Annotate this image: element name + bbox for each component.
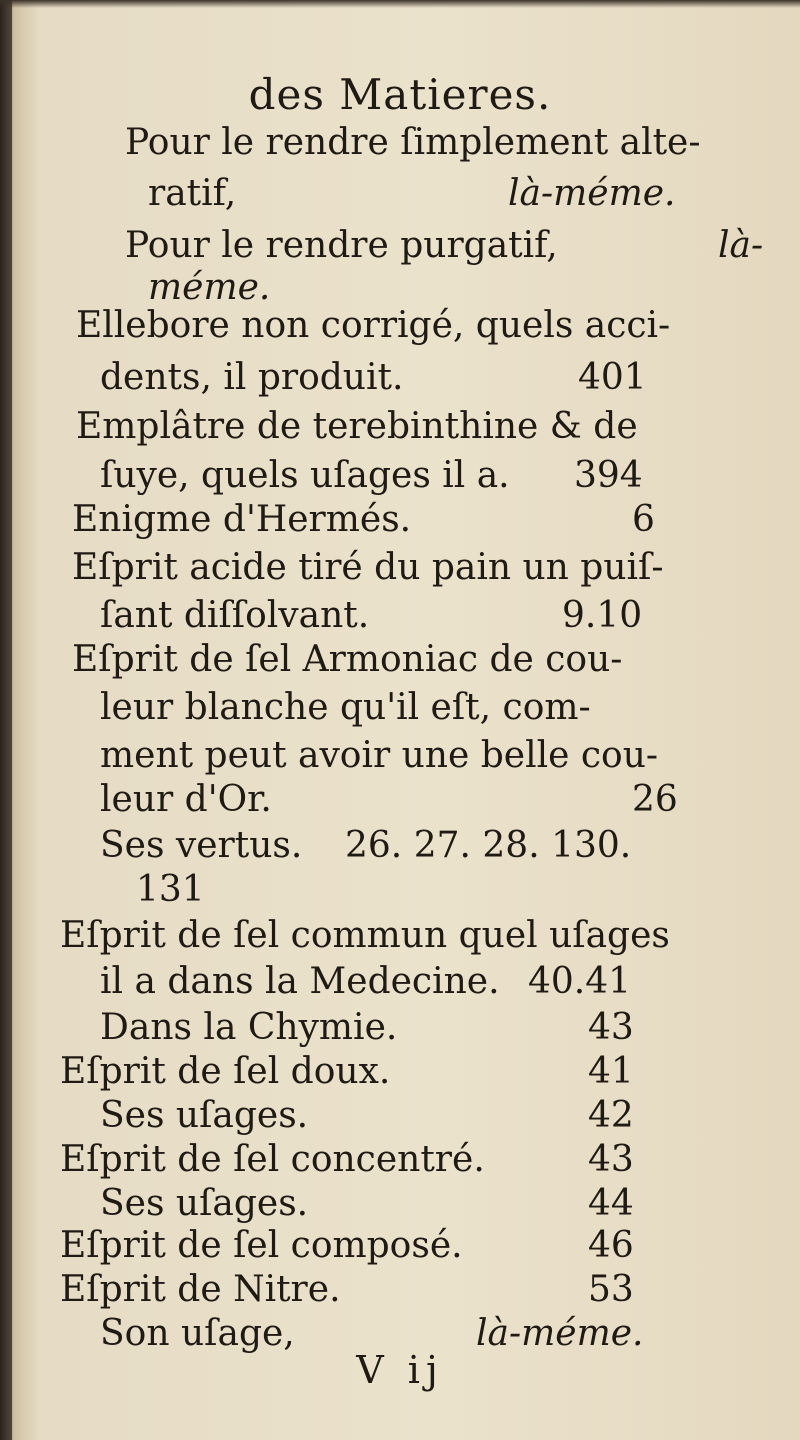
entry-line: Ses uſages.	[100, 1095, 309, 1136]
entry-line: Dans la Chymie.	[100, 1007, 398, 1048]
page-ref: 43	[588, 1007, 634, 1048]
page-ref: 394	[574, 455, 643, 496]
entry-line: Ellebore non corrigé, quels acci-	[76, 305, 671, 346]
entry-line: Eſprit de ſel concentré.	[60, 1139, 485, 1180]
entry-line: ment peut avoir une belle cou-	[100, 735, 659, 776]
page-ref: 26	[632, 779, 678, 820]
page-ref: 44	[588, 1183, 634, 1224]
running-header: des Matieres.	[248, 70, 552, 119]
page-ref: là-méme.	[508, 173, 676, 214]
page-ref: 53	[588, 1269, 634, 1310]
entry-line: ſant diſſolvant.	[100, 595, 370, 636]
page-ref: 9.10	[562, 595, 643, 636]
entry-line: Son uſage,	[100, 1313, 295, 1354]
entry-line: Eſprit acide tiré du pain un puiſ-	[72, 547, 664, 588]
entry-line: Pour le rendre purgatif,	[125, 225, 558, 266]
page-ref: là-	[718, 225, 764, 266]
entry-line: Eſprit de ſel composé.	[60, 1225, 463, 1266]
page-ref: là-méme.	[476, 1313, 644, 1354]
entry-line: Enigme d'Hermés.	[72, 499, 412, 540]
entry-line: leur d'Or.	[100, 779, 272, 820]
entry-line: Eſprit de ſel doux.	[60, 1051, 391, 1092]
page-top-edge	[0, 0, 800, 8]
entry-line: ratif,	[148, 173, 237, 214]
entry-line: dents, il produit.	[100, 357, 404, 398]
signature-mark: V ij	[356, 1348, 444, 1392]
book-spine	[0, 0, 12, 1440]
entry-line: ſuye, quels uſages il a.	[100, 455, 510, 496]
page-ref: 43	[588, 1139, 634, 1180]
entry-line: Eſprit de ſel Armoniac de cou-	[72, 639, 623, 680]
entry-line: Pour le rendre ſimplement alte-	[125, 122, 701, 163]
entry-line: Eſprit de Nitre.	[60, 1269, 341, 1310]
page-ref: 40.41	[528, 961, 632, 1002]
entry-line: méme.	[148, 267, 271, 308]
page-ref: 42	[588, 1095, 634, 1136]
entry-line: Ses vertus.	[100, 825, 303, 866]
entry-line: Ses uſages.	[100, 1183, 309, 1224]
entry-line: Eſprit de ſel commun quel uſages	[60, 915, 670, 956]
entry-line: il a dans la Medecine.	[100, 961, 500, 1002]
page-ref: 46	[588, 1225, 634, 1266]
page-ref: 41	[588, 1051, 634, 1092]
entry-line: Emplâtre de terebinthine & de	[76, 406, 638, 447]
page-ref: 6	[632, 499, 655, 540]
page-ref: 401	[578, 357, 647, 398]
entry-line: leur blanche qu'il eſt, com-	[100, 687, 591, 728]
entry-line: 131	[136, 869, 205, 910]
page-ref: 26. 27. 28. 130.	[345, 825, 632, 866]
